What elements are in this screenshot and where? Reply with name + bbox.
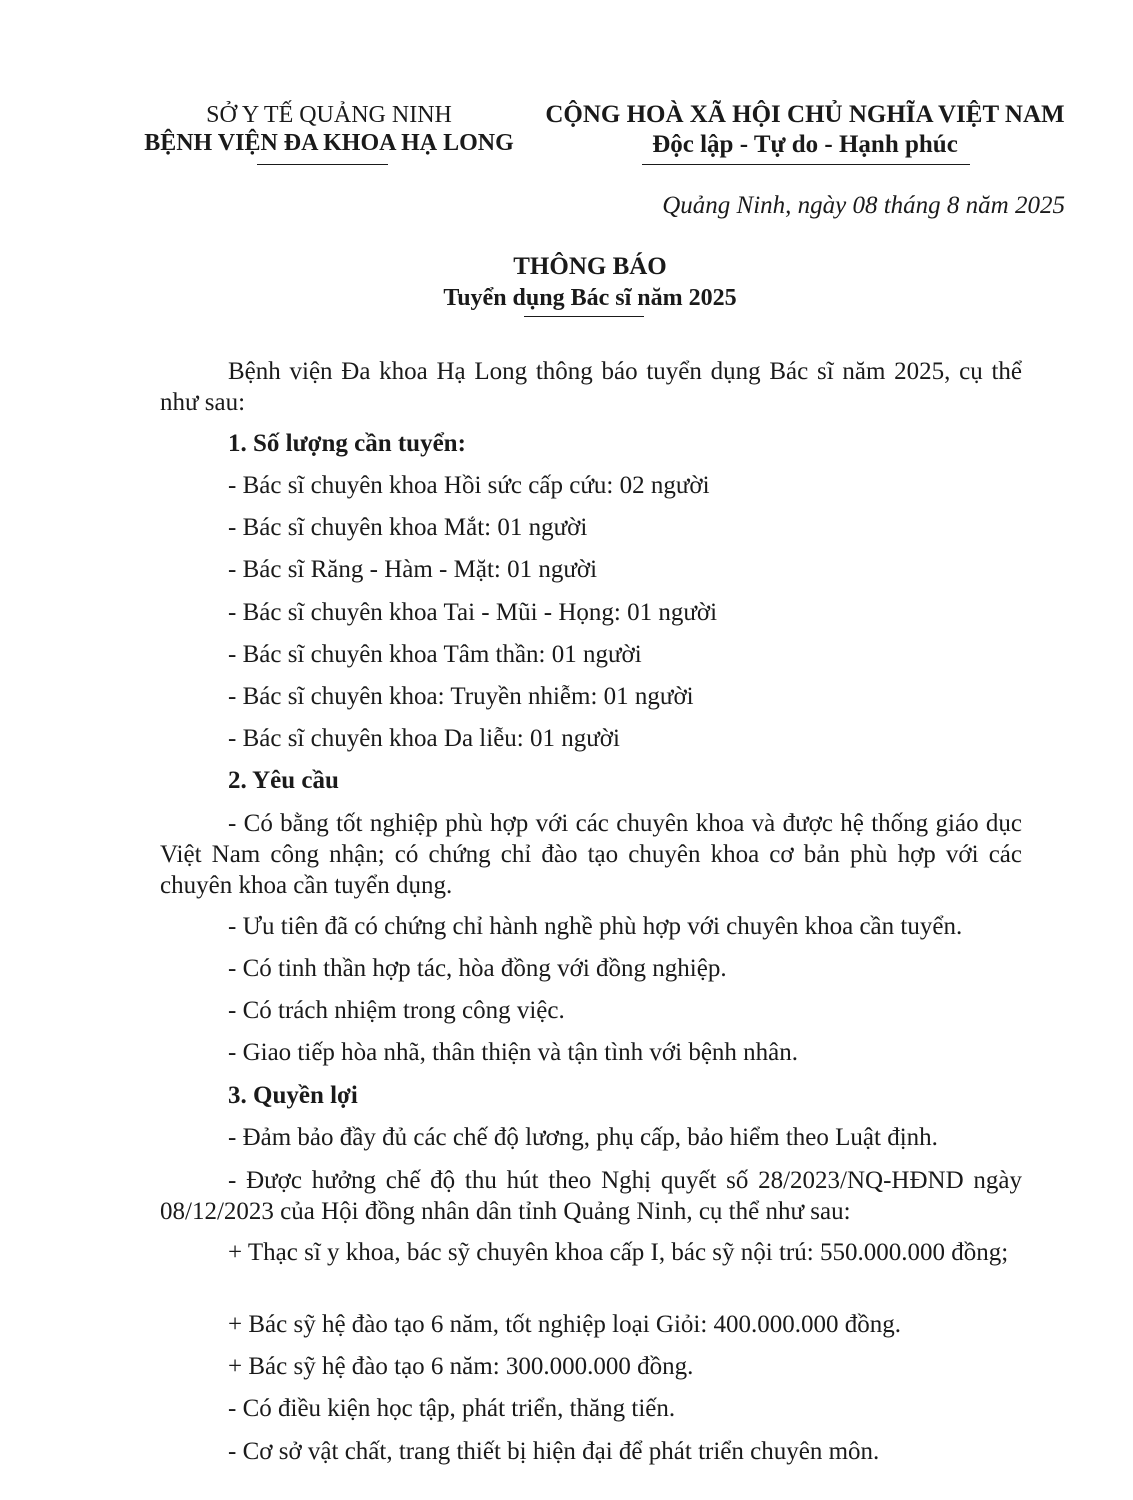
list-item: - Cơ sở vật chất, trang thiết bị hiện đại để phát triển chuyên môn. xyxy=(228,1438,880,1465)
list-item: - Bác sĩ Răng - Hàm - Mặt: 01 người xyxy=(228,556,598,583)
section-2-heading: 2. Yêu cầu xyxy=(228,767,339,794)
list-item: - Bác sĩ chuyên khoa Da liễu: 01 người xyxy=(228,725,620,752)
list-item: - Bác sĩ chuyên khoa Tai - Mũi - Họng: 01 người xyxy=(228,599,718,626)
list-item: - Có bằng tốt nghiệp phù hợp với các chuyên khoa và được hệ thống giáo dục Việt Nam công nhận; có chứng chỉ đào tạo chuyên khoa cơ bản phù hợp với các chuyên khoa cần tuyển dụng. xyxy=(160,810,1022,899)
org-parent: SỞ Y TẾ QUẢNG NINH xyxy=(206,102,452,128)
list-item: - Giao tiếp hòa nhã, thân thiện và tận tình với bệnh nhân. xyxy=(228,1039,799,1066)
org-underline xyxy=(257,164,388,165)
section-3-heading: 3. Quyền lợi xyxy=(228,1082,358,1109)
list-item: + Thạc sĩ y khoa, bác sỹ chuyên khoa cấp I, bác sỹ nội trú: 550.000.000 đồng; xyxy=(228,1239,1009,1266)
country-name: CỘNG HOÀ XÃ HỘI CHỦ NGHĨA VIỆT NAM xyxy=(545,101,1065,128)
list-item: - Có điều kiện học tập, phát triển, thăng tiến. xyxy=(228,1395,676,1422)
org-name: BỆNH VIỆN ĐA KHOA HẠ LONG xyxy=(144,130,514,156)
subtitle-underline xyxy=(524,316,644,317)
intro-paragraph: Bệnh viện Đa khoa Hạ Long thông báo tuyển dụng Bác sĩ năm 2025, cụ thể như sau: xyxy=(160,358,1022,416)
list-item: - Bác sĩ chuyên khoa Tâm thần: 01 người xyxy=(228,641,642,668)
list-item: - Ưu tiên đã có chứng chỉ hành nghề phù hợp với chuyên khoa cần tuyển. xyxy=(228,913,963,940)
date-line: Quảng Ninh, ngày 08 tháng 8 năm 2025 xyxy=(662,192,1065,219)
document-subtitle: Tuyển dụng Bác sĩ năm 2025 xyxy=(443,285,737,311)
list-item: - Bác sĩ chuyên khoa Mắt: 01 người xyxy=(228,514,588,541)
list-item: - Được hưởng chế độ thu hút theo Nghị quyết số 28/2023/NQ-HĐND ngày 08/12/2023 của Hội đồng nhân dân tỉnh Quảng Ninh, cụ thể như sau: xyxy=(160,1167,1022,1225)
list-item: - Bác sĩ chuyên khoa Hồi sức cấp cứu: 02 người xyxy=(228,472,710,499)
motto: Độc lập - Tự do - Hạnh phúc xyxy=(652,131,958,158)
list-item: + Bác sỹ hệ đào tạo 6 năm, tốt nghiệp loại Giỏi: 400.000.000 đồng. xyxy=(228,1311,902,1338)
list-item: - Có tinh thần hợp tác, hòa đồng với đồng nghiệp. xyxy=(228,955,727,982)
document-title: THÔNG BÁO xyxy=(513,253,667,280)
section-1-heading: 1. Số lượng cần tuyển: xyxy=(228,430,466,457)
motto-underline xyxy=(642,164,970,165)
list-item: - Có trách nhiệm trong công việc. xyxy=(228,997,565,1024)
list-item: - Đảm bảo đầy đủ các chế độ lương, phụ cấp, bảo hiểm theo Luật định. xyxy=(228,1124,938,1151)
list-item: - Bác sĩ chuyên khoa: Truyền nhiễm: 01 người xyxy=(228,683,694,710)
list-item: + Bác sỹ hệ đào tạo 6 năm: 300.000.000 đồng. xyxy=(228,1353,694,1380)
